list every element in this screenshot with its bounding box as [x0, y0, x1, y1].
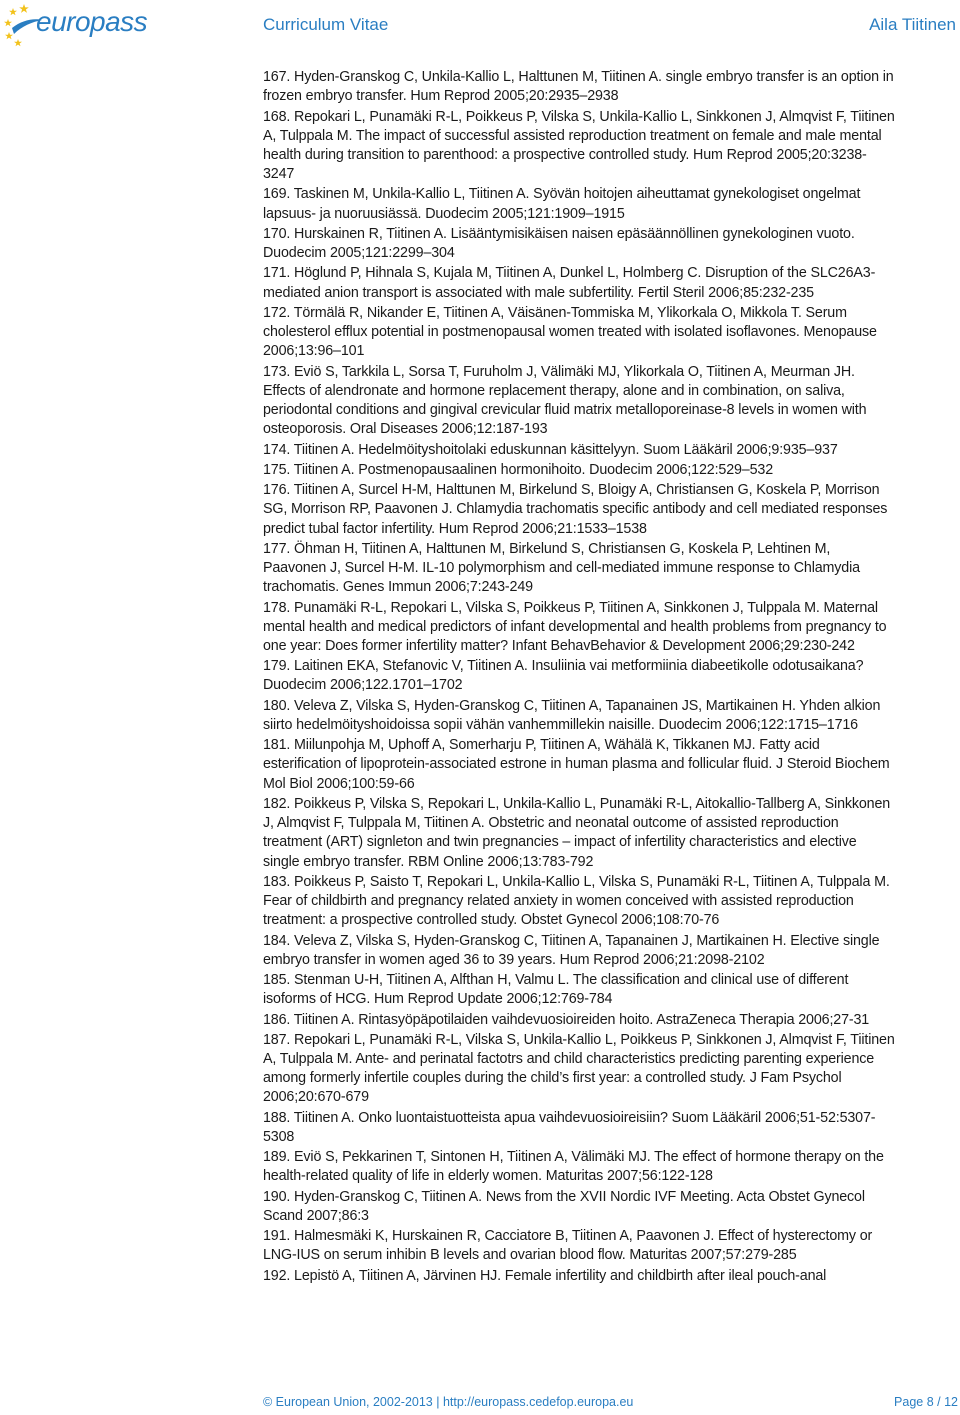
page-number: Page 8 / 12: [894, 1395, 958, 1409]
publication-entry: 185. Stenman U-H, Tiitinen A, Alfthan H, Valmu L. The classification and clinical use of different isoforms of HCG. Hum Reprod Update 2006;12:769-784: [263, 972, 849, 1008]
publication-entry: 169. Taskinen M, Unkila-Kallio L, Tiitinen A. Syövän hoitojen aiheuttamat gynekologiset ongelmat lapsuus- ja nuoruusiässä. Duodecim 2005;121:1909–1915: [263, 186, 861, 222]
publication-entry: 186. Tiitinen A. Rintasyöpäpotilaiden vaihdevuosioireiden hoito. AstraZeneca Therapia 2006;27-31: [263, 1011, 870, 1028]
publication-entry: 181. Miilunpohja M, Uphoff A, Somerharju P, Tiitinen A, Wähälä K, Tikkanen MJ. Fatty acid esterification of lipoprotein-associated estrone in human plasma and follicular fluid. J Steroid Biochem Mol Biol 2006;100:59-66: [263, 737, 890, 792]
publication-entry: 179. Laitinen EKA, Stefanovic V, Tiitinen A. Insuliinia vai metformiinia diabeetikolle odotusaikana? Duodecim 2006;122.1701–1702: [263, 658, 864, 694]
publication-entry: 167. Hyden-Granskog C, Unkila-Kallio L, Halttunen M, Tiitinen A. single embryo transfer is an option in frozen embryo transfer. Hum Reprod 2005;20:2935–2938: [263, 69, 894, 105]
publication-entry: 170. Hurskainen R, Tiitinen A. Lisääntymisikäisen naisen epäsäännöllinen gynekologinen vuoto. Duodecim 2005;121:2299–304: [263, 225, 855, 262]
publication-entry: 172. Törmälä R, Nikander E, Tiitinen A, Väisänen-Tommiska M, Ylikorkala O, Mikkola T. Serum cholesterol efflux potential in postmenopausal women treated with isolated isoflavones. Menopause 2006;13:96–101: [263, 304, 877, 360]
publication-entry: 184. Veleva Z, Vilska S, Hyden-Granskog C, Tiitinen A, Tapanainen J, Martikainen H. Elective single embryo transfer in women aged 36 to 39 years. Hum Reprod 2006;21:2098-2102: [263, 932, 880, 968]
logo-text: europass: [36, 6, 148, 37]
publication-entry: 190. Hyden-Granskog C, Tiitinen A. News from the XVII Nordic IVF Meeting. Acta Obstet Gynecol Scand 2007;86:3: [263, 1188, 865, 1224]
publication-entry: 180. Veleva Z, Vilska S, Hyden-Granskog C, Tiitinen A, Tapanainen JS, Martikainen H. Yhden alkion siirto hedelmöityshoidoissa sopii vähän vanhemmillekin naisille. Duodecim 2006;122:1715–1716: [263, 697, 881, 733]
publication-entry: 192. Lepistö A, Tiitinen A, Järvinen HJ. Female infertility and childbirth after ileal pouch-anal: [263, 1267, 827, 1284]
publication-entry: 183. Poikkeus P, Saisto T, Repokari L, Unkila-Kallio L, Vilska S, Punamäki R-L, Tiitinen A, Tulppala M. Fear of childbirth and pregnancy related anxiety in women conceived with assisted reproduction treatment: a prospective controlled study. Obstet Gynecol 2006;108:70-76: [263, 873, 890, 929]
publication-entry: 168. Repokari L, Punamäki R-L, Poikkeus P, Vilska S, Unkila-Kallio L, Sinkkonen J, Almqvist F, Tiitinen A, Tulppala M. The impact of successful assisted reproduction treatment on female and male mental health during transition to parenthood: a prospective controlled study. Hum Reprod 2005;20:3238- 3247: [263, 108, 895, 183]
publication-entry: 173. Eviö S, Tarkkila L, Sorsa T, Furuholm J, Välimäki MJ, Ylikorkala O, Tiitinen A, Meurman JH. Effects of alendronate and hormone replacement therapy, alone and in combination, on saliva, periodontal conditions and gingival crevicular fluid matrix metalloporeinase-8 levels in women with osteoporosis. Oral Diseases 2006;12:187-193: [263, 363, 867, 438]
publication-entry: 177. Öhman H, Tiitinen A, Halttunen M, Birkelund S, Christiansen G, Koskela P, Lehtinen M, Paavonen J, Surcel H-M. IL-10 polymorphism and cell-mediated immune response to Chlamydia trachomatis. Genes Immun 2006;7:243-249: [263, 540, 860, 596]
publication-entry: 189. Eviö S, Pekkarinen T, Sintonen H, Tiitinen A, Välimäki MJ. The effect of hormone therapy on the health-related quality of life in elderly women. Maturitas 2007;56:122-128: [263, 1149, 884, 1185]
publication-entry: 187. Repokari L, Punamäki R-L, Vilska S, Unkila-Kallio L, Poikkeus P, Sinkkonen J, Almqvist F, Tiitinen A, Tulppala M. Ante- and perinatal factotrs and child characteristics predicting parenting experience among formerly infertile couples during the child’s first year: a controlled study. J Fam Psychol 2006;20:670-679: [263, 1031, 895, 1106]
publication-list: [263, 68, 959, 1287]
publication-entry: 175. Tiitinen A. Postmenopausaalinen hormonihoito. Duodecim 2006;122:529–532: [263, 461, 774, 478]
page-title: Curriculum Vitae: [263, 15, 389, 34]
footer-copyright-link[interactable]: © European Union, 2002-2013 | http://europass.cedefop.europa.eu: [263, 1395, 634, 1409]
publication-entry: 188. Tiitinen A. Onko luontaistuotteista apua vaihdevuosioireisiin? Suom Lääkäril 2006;51-52:5307- 5308: [263, 1109, 876, 1145]
publication-entry: 178. Punamäki R-L, Repokari L, Vilska S, Poikkeus P, Tiitinen A, Sinkkonen J, Tulppala M. Maternal mental health and medical predictors of infant developmental and health problems from pregnancy to one year: Does former infertility matter? Infant BehavBehavior & Development 2006;29:230-242: [263, 599, 887, 654]
publication-entry: 182. Poikkeus P, Vilska S, Repokari L, Unkila-Kallio L, Punamäki R-L, Aitokallio-Tallberg A, Sinkkonen J, Almqvist F, Tulppala M, Tiitinen A. Obstetric and neonatal outcome of assisted reproduction treatment (ART) signleton and twin pregnancies – impact of infertility characteristics and elective single embryo transfer. RBM Online 2006;13:783-792: [263, 795, 891, 870]
publication-entry: 174. Tiitinen A. Hedelmöityshoitolaki eduskunnan käsittelyyn. Suom Lääkäril 2006;9:935–937: [263, 441, 838, 458]
person-name: Aila Tiitinen: [869, 15, 956, 34]
publication-entry: 176. Tiitinen A, Surcel H-M, Halttunen M, Birkelund S, Bloigy A, Christiansen G, Koskela P, Morrison SG, Morrison RP, Paavonen J. Chlamydia trachomatis specific antibody and cell mediated responses predict tubal factor infertility. Hum Reprod 2006;21:1533–1538: [263, 482, 888, 537]
page-header: [0, 0, 960, 60]
publication-entry: 191. Halmesmäki K, Hurskainen R, Cacciatore B, Tiitinen A, Paavonen J. Effect of hysterectomy or LNG-IUS on serum inhibin B levels and ovarian blood flow. Maturitas 2007;57:279-285: [263, 1228, 873, 1264]
page-footer: [263, 1393, 958, 1411]
publication-entry: 171. Höglund P, Hihnala S, Kujala M, Tiitinen A, Dunkel L, Holmberg C. Disruption of the SLC26A3- mediated anion transport is associated with male subfertility. Fertil Steril 2006;85:232-235: [263, 265, 876, 301]
europass-logo: [4, 2, 154, 48]
